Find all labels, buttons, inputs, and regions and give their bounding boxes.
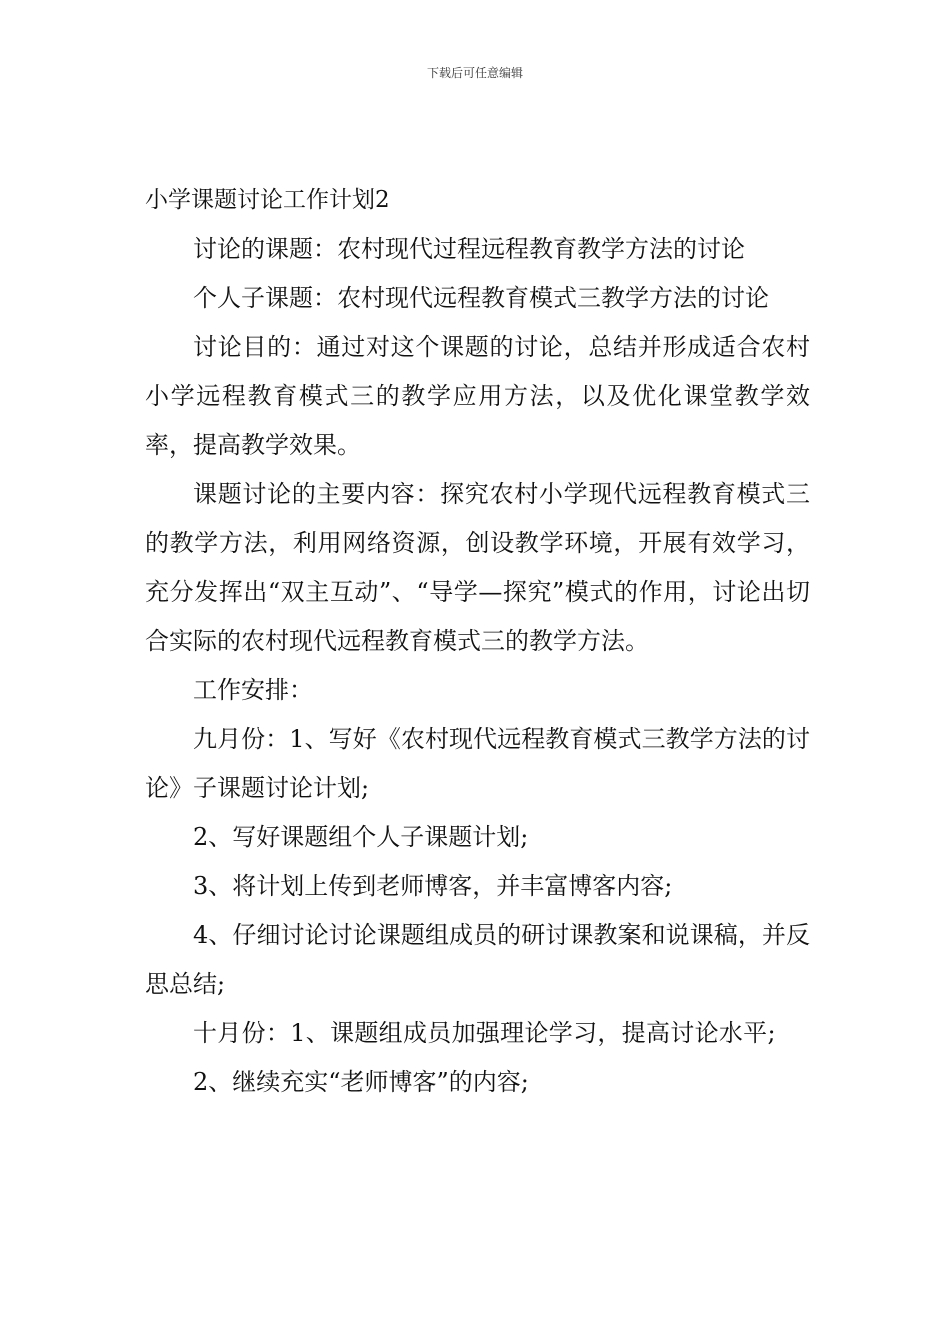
list-item: 3、将计划上传到老师博客，并丰富博客内容;: [193, 872, 673, 900]
paragraph-personal-subtopic: 个人子课题：农村现代远程教育模式三教学方法的讨论: [193, 284, 769, 312]
paragraph-research-topic: 讨论的课题：农村现代过程远程教育教学方法的讨论: [193, 235, 745, 263]
list-item: 4、仔细讨论讨论课题组成员的研讨课教案和说课稿，并反思总结;: [145, 921, 810, 998]
paragraph-purpose: 讨论目的：通过对这个课题的讨论，总结并形成适合农村小学远程教育模式三的教学应用方法，以及优化课堂教学效率，提高教学效果。: [145, 333, 810, 459]
list-item: 2、写好课题组个人子课题计划;: [193, 823, 529, 851]
document-title: 小学课题讨论工作计划2: [145, 187, 390, 213]
document-body: [145, 175, 810, 1107]
list-item: 十月份：1、课题组成员加强理论学习，提高讨论水平;: [193, 1019, 776, 1047]
list-item: 2、继续充实“老师博客”的内容;: [193, 1068, 529, 1096]
paragraph-main-content: 课题讨论的主要内容：探究农村小学现代远程教育模式三的教学方法，利用网络资源，创设教学环境，开展有效学习，充分发挥出“双主互动”、“导学—探究”模式的作用，讨论出切合实际的农村现代远程教育模式三的教学方法。: [145, 480, 810, 655]
header-note: 下载后可任意编辑: [426, 66, 523, 80]
paragraph-work-arrangement: 工作安排：: [193, 676, 313, 704]
list-item: 九月份：1、写好《农村现代远程教育模式三教学方法的讨论》子课题讨论计划;: [145, 725, 810, 802]
